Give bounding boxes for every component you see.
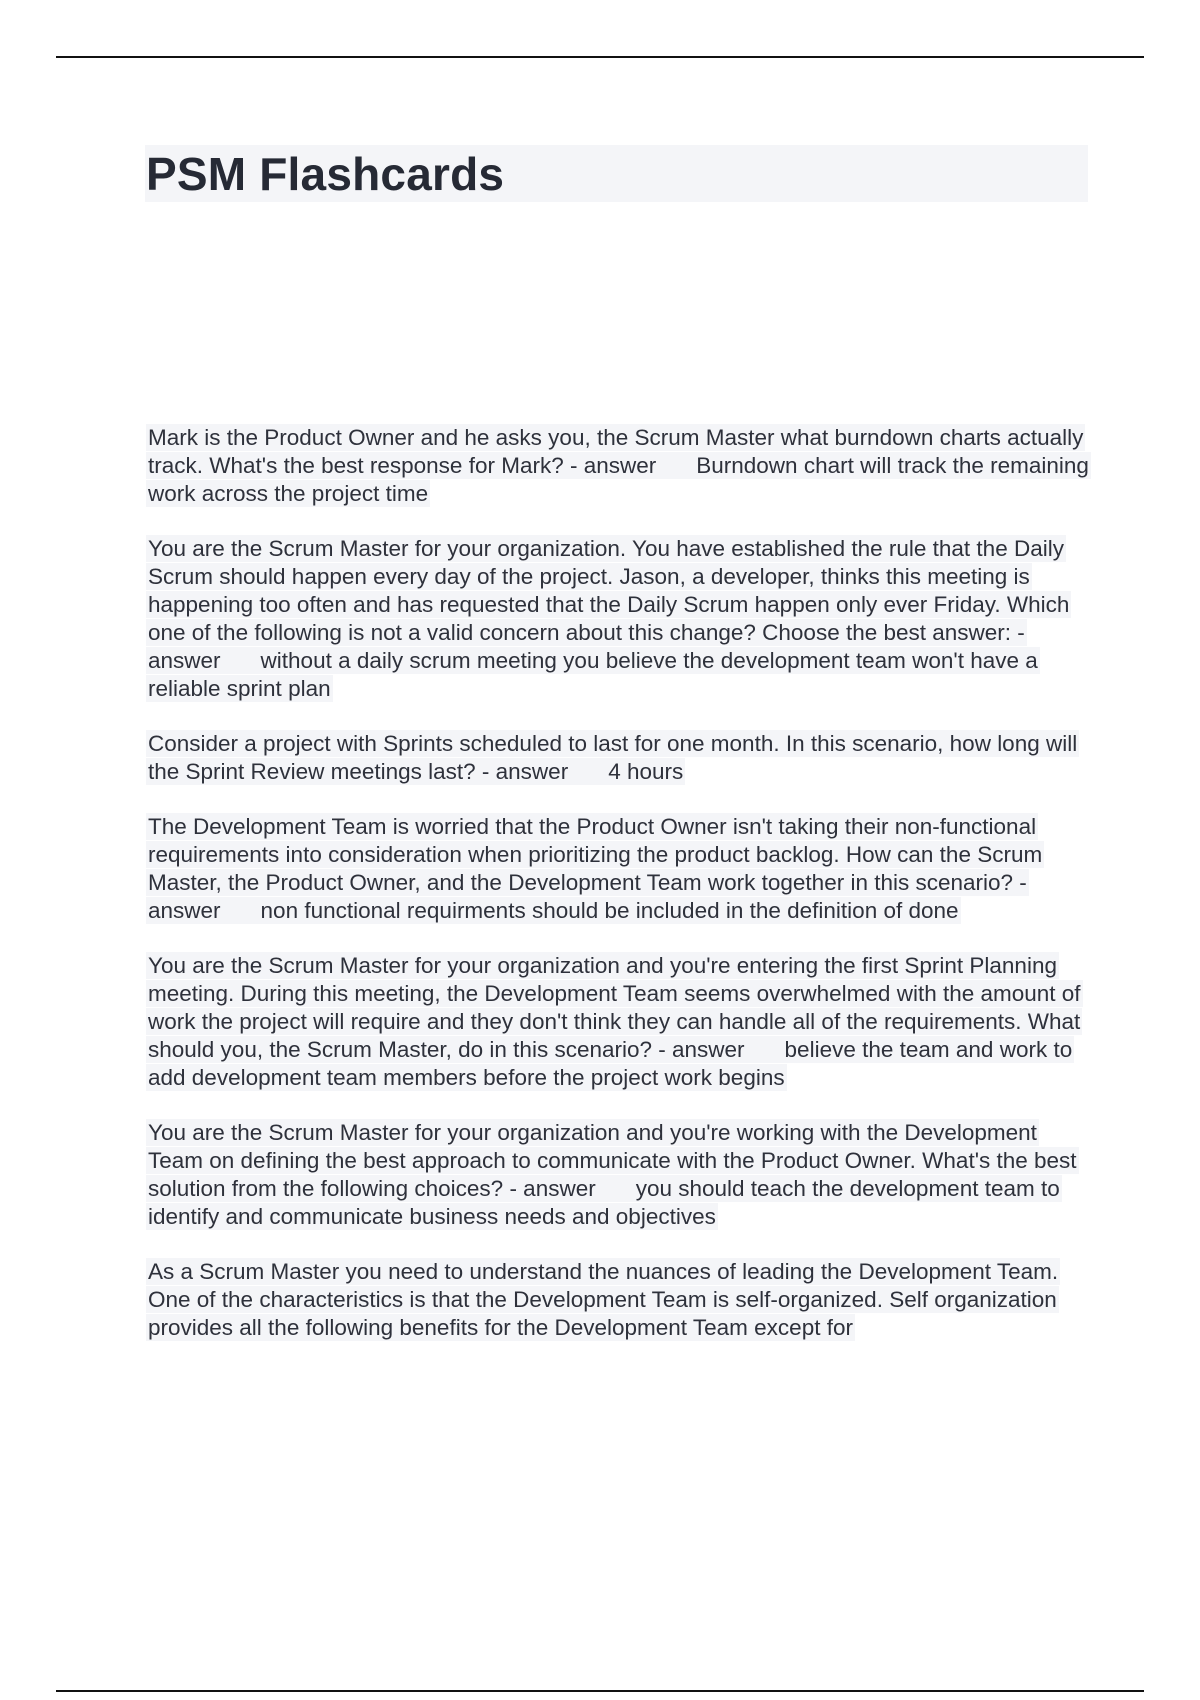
flashcard-question: Mark is the Product Owner and he asks you, the Scrum Master what burndown charts actually track. What's the best response for Mark? - answer <box>148 425 1084 478</box>
flashcard <box>146 813 1096 925</box>
flashcard-question: You are the Scrum Master for your organization. You have established the rule that the Daily Scrum should happen every day of the project. Jason, a developer, thinks this meeting is happening too often and has requested that the Daily Scrum happen only ever Friday. Which one of the following is not a valid concern about this change? Choose the best answer: - answer <box>148 536 1070 673</box>
flashcard-question: The Development Team is worried that the Product Owner isn't taking their non-functional requirements into consideration when prioritizing the product backlog. How can the Scrum Master, the Product Owner, and the Development Team work together in this scenario? - answer <box>148 814 1043 923</box>
flashcard <box>146 730 1096 786</box>
flashcard-answer: non functional requirments should be included in the definition of done <box>260 898 959 923</box>
flashcard <box>146 424 1096 508</box>
flashcard-answer: without a daily scrum meeting you believe the development team won't have a reliable sprint plan <box>148 648 1038 701</box>
top-rule <box>56 56 1144 58</box>
flashcard-answer: you should teach the development team to identify and communicate business needs and objectives <box>148 1176 1060 1229</box>
flashcard-question: You are the Scrum Master for your organization and you're entering the first Sprint Planning meeting. During this meeting, the Development Team seems overwhelmed with the amount of work the project will require and they don't think they can handle all of the requirements. What should you, the Scrum Master, do in this scenario? - answer <box>148 953 1081 1062</box>
flashcard-answer: Burndown chart will track the remaining work across the project time <box>148 453 1089 506</box>
flashcard <box>146 1258 1096 1342</box>
flashcard <box>146 1119 1096 1231</box>
flashcard <box>146 952 1096 1092</box>
flashcard-list <box>146 424 1096 1369</box>
flashcard-question: You are the Scrum Master for your organization and you're working with the Development Team on defining the best approach to communicate with the Product Owner. What's the best solution from the following choices? - answer <box>148 1120 1077 1201</box>
bottom-rule <box>56 1690 1144 1692</box>
flashcard-answer: 4 hours <box>608 759 684 784</box>
page-title: PSM Flashcards <box>146 148 505 200</box>
flashcard-answer: believe the team and work to add development team members before the project work begins <box>148 1037 1073 1090</box>
flashcard-question: Consider a project with Sprints scheduled to last for one month. In this scenario, how long will the Sprint Review meetings last? - answer <box>148 731 1078 784</box>
flashcard-question: As a Scrum Master you need to understand the nuances of leading the Development Team. One of the characteristics is that the Development Team is self-organized. Self organization provides all the following benefits for the Development Team except for <box>148 1259 1059 1340</box>
flashcard <box>146 535 1096 703</box>
